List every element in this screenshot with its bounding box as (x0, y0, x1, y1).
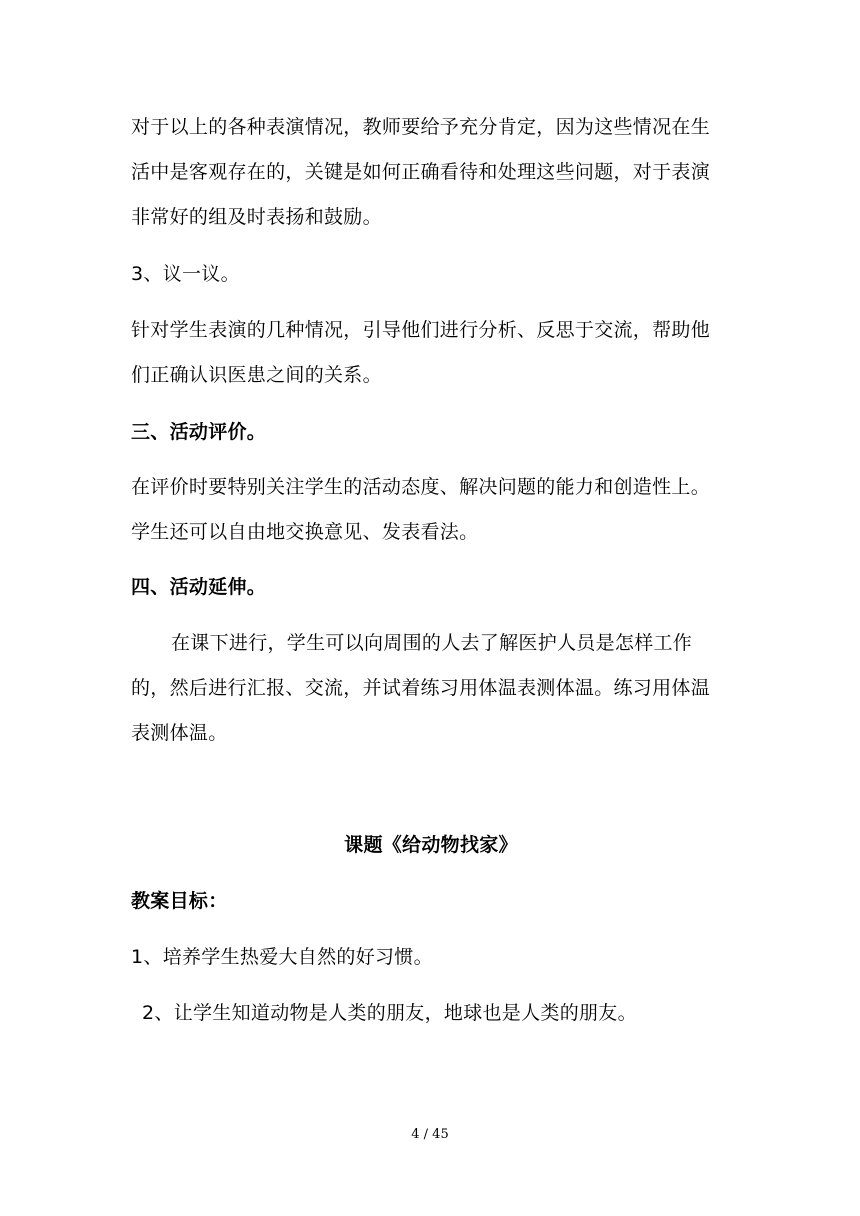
paragraph-line: 针对学生表演的几种情况，引导他们进行分析、反思于交流，帮助他 (131, 319, 711, 341)
paragraph-line: 的，然后进行汇报、交流，并试着练习用体温表测体温。练习用体温 (131, 677, 711, 699)
goal-item-2: 2、让学生知道动物是人类的朋友，地球也是人类的朋友。 (142, 1002, 637, 1024)
section-heading-evaluation: 三、活动评价。 (131, 421, 267, 443)
paragraph-line: 活中是客观存在的，关键是如何正确看待和处理这些问题，对于表演 (131, 161, 711, 183)
lesson-title: 课题《给动物找家》 (344, 834, 518, 856)
paragraph-line: 在评价时要特别关注学生的活动态度、解决问题的能力和创造性上。 (131, 476, 711, 498)
paragraph-line: 学生还可以自由地交换意见、发表看法。 (131, 521, 479, 543)
paragraph-line: 非常好的组及时表扬和鼓励。 (131, 206, 382, 228)
paragraph-line: 在课下进行，学生可以向周围的人去了解医护人员是怎样工作 (171, 632, 693, 654)
section-heading-extension: 四、活动延伸。 (131, 576, 267, 598)
list-item-discuss: 3、议一议。 (131, 263, 240, 285)
goal-item-1: 1、培养学生热爱大自然的好习惯。 (131, 946, 433, 968)
paragraph-line: 表测体温。 (131, 722, 228, 744)
paragraph-line: 们正确认识医患之间的关系。 (131, 364, 382, 386)
page-number: 4 / 45 (411, 1127, 449, 1142)
paragraph-line: 对于以上的各种表演情况，教师要给予充分肯定，因为这些情况在生 (131, 116, 711, 138)
goals-heading: 教案目标： (131, 890, 228, 912)
